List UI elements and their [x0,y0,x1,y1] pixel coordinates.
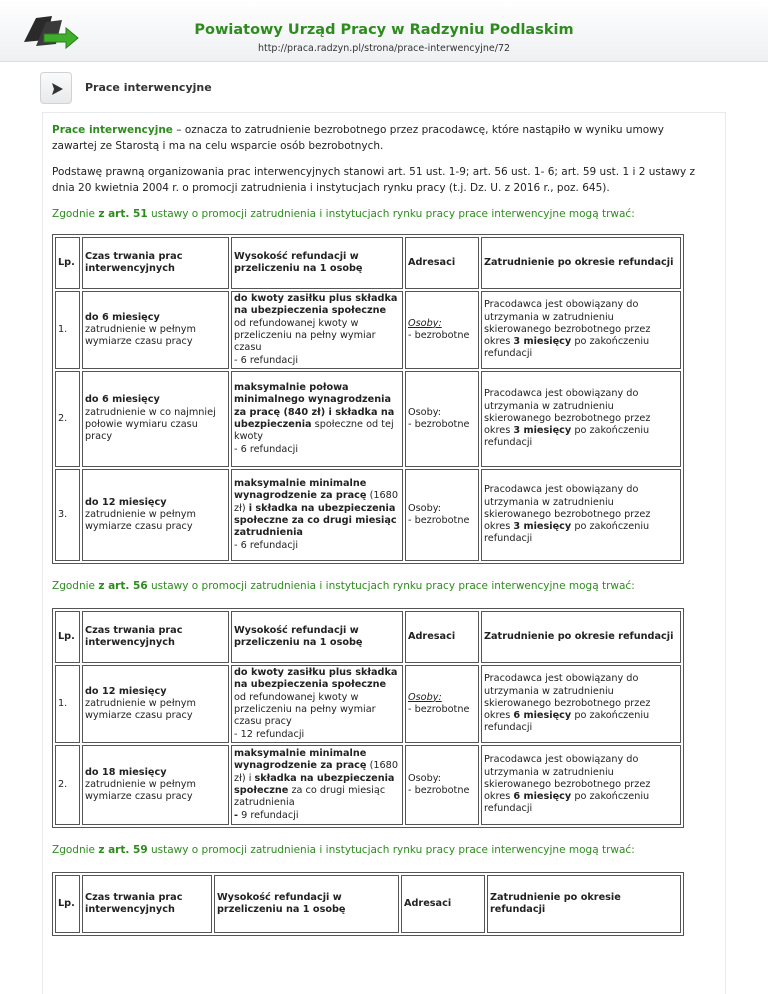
header-zatrudnienie: Zatrudnienie po okresie refundacji [481,611,681,663]
cell-czas: do 12 miesięcy zatrudnienie w pełnym wymiarze czasu pracy [82,469,229,561]
cell-lp: 2. [55,745,80,825]
header-lp: Lp. [55,611,80,663]
header-adresaci: Adresaci [405,611,479,663]
section-heading-art51: Zgodnie z art. 51 ustawy o promocji zatrudnienia i instytucjach rynku pracy prace interwencyjne mogą trwać: [52,208,635,220]
refund-table-art56 [52,608,684,828]
table-row [55,371,681,467]
cell-adresaci: Osoby: - bezrobotne [405,371,479,467]
header-adresaci: Adresaci [401,875,485,933]
cell-czas: do 6 miesięcy zatrudnienie w pełnym wymiarze czasu pracy [82,291,229,369]
cell-czas: do 12 miesięcy zatrudnienie w pełnym wymiarze czasu pracy [82,665,229,743]
table-header-row [55,237,681,289]
cell-lp: 2. [55,371,80,467]
intro-definition: – oznacza to zatrudnienie bezrobotnego przez pracodawcę, które nastąpiło w wyniku umowy zawartej ze Starostą i ma na celu wsparcie osób bezrobotnych. [52,124,664,152]
header-wysokosc: Wysokość refundacji w przeliczeniu na 1 osobę [231,237,403,289]
cell-adresaci: Osoby: - bezrobotne [405,291,479,369]
refund-table-art51 [52,234,684,564]
cell-zatrudnienie: Pracodawca jest obowiązany do utrzymania w zatrudnieniu skierowanego bezrobotnego przez okres 3 miesięcy po zakończeniu refundacji [481,469,681,561]
cell-wysokosc: maksymalnie minimalne wynagrodzenie za pracę (1680 zł) i składka na ubezpieczenia społeczne za co drugi miesiąc zatrudnienia - 6 refundacji [231,469,403,561]
cell-zatrudnienie: Pracodawca jest obowiązany do utrzymania w zatrudnieniu skierowanego bezrobotnego przez okres 3 miesięcy po zakończeniu refundacji [481,291,681,369]
cell-lp: 1. [55,665,80,743]
header-czas: Czas trwania prac interwencyjnych [82,611,229,663]
cell-adresaci: Osoby: - bezrobotne [405,745,479,825]
table-row [55,745,681,825]
header-adresaci: Adresaci [405,237,479,289]
header-zatrudnienie: Zatrudnienie po okresie refundacji [481,237,681,289]
table-row [55,665,681,743]
cell-wysokosc: do kwoty zasiłku plus składka na ubezpieczenia społeczne od refundowanej kwoty w przeliczeniu na pełny wymiar czasu - 6 refundacji [231,291,403,369]
content-panel [42,112,726,994]
site-header [0,0,768,62]
cell-lp: 3. [55,469,80,561]
header-wysokosc: Wysokość refundacji w przeliczeniu na 1 osobę [214,875,399,933]
cell-zatrudnienie: Pracodawca jest obowiązany do utrzymania w zatrudnieniu skierowanego bezrobotnego przez okres 3 miesięcy po zakończeniu refundacji [481,371,681,467]
cell-wysokosc: maksymalnie połowa minimalnego wynagrodzenia za pracę (840 zł) i składka na ubezpieczenia społeczne od tej kwoty - 6 refundacji [231,371,403,467]
cell-adresaci: Osoby: - bezrobotne [405,469,479,561]
site-title[interactable]: Powiatowy Urząd Pracy w Radzyniu Podlaskim [194,22,574,38]
legal-basis-paragraph: Podstawę prawną organizowania prac interwencyjnych stanowi art. 51 ust. 1-9; art. 56 ust. 1- 6; art. 59 ust. 1 i 2 ustawy z dnia 20 kwietnia 2004 r. o promocji zatrudnienia i instytucjach rynku pracy (t.j. Dz. U. z 2016 r., poz. 645). [52,166,696,194]
cell-czas: do 6 miesięcy zatrudnienie w co najmniej połowie wymiaru czasu pracy [82,371,229,467]
play-arrow-icon [50,82,64,96]
header-czas: Czas trwania prac interwencyjnych [82,875,212,933]
cell-czas: do 18 miesięcy zatrudnienie w pełnym wymiarze czasu pracy [82,745,229,825]
section-heading-art59: Zgodnie z art. 59 ustawy o promocji zatrudnienia i instytucjach rynku pracy prace interwencyjne mogą trwać: [52,844,635,856]
cell-lp: 1. [55,291,80,369]
cell-wysokosc: maksymalnie minimalne wynagrodzenie za pracę (1680 zł) i składka na ubezpieczenia społeczne za co drugi miesiąc zatrudnienia - 9 refundacji [231,745,403,825]
table-header-row [55,875,681,933]
cell-zatrudnienie: Pracodawca jest obowiązany do utrzymania w zatrudnieniu skierowanego bezrobotnego przez okres 6 miesięcy po zakończeniu refundacji [481,665,681,743]
intro-term: Prace interwencyjne [52,124,173,136]
header-zatrudnienie: Zatrudnienie po okresie refundacji [487,875,681,933]
header-lp: Lp. [55,875,80,933]
table-row [55,291,681,369]
header-lp: Lp. [55,237,80,289]
cell-wysokosc: do kwoty zasiłku plus składka na ubezpieczenia społeczne od refundowanej kwoty w przeliczeniu na pełny wymiar czasu pracy - 12 refundacji [231,665,403,743]
page-heading [40,72,720,106]
header-czas: Czas trwania prac interwencyjnych [82,237,229,289]
table-header-row [55,611,681,663]
page-title: Prace interwencyjne [85,81,212,94]
intro-paragraph [52,122,712,154]
refund-table-art59 [52,872,684,936]
section-arrow-button[interactable] [40,72,72,104]
cell-zatrudnienie: Pracodawca jest obowiązany do utrzymania w zatrudnieniu skierowanego bezrobotnego przez okres 6 miesięcy po zakończeniu refundacji [481,745,681,825]
table-row [55,469,681,561]
section-heading-art56: Zgodnie z art. 56 ustawy o promocji zatrudnienia i instytucjach rynku pracy prace interwencyjne mogą trwać: [52,580,635,592]
header-wysokosc: Wysokość refundacji w przeliczeniu na 1 osobę [231,611,403,663]
site-url[interactable]: http://praca.radzyn.pl/strona/prace-interwencyjne/72 [257,43,511,54]
cell-adresaci: Osoby: - bezrobotne [405,665,479,743]
